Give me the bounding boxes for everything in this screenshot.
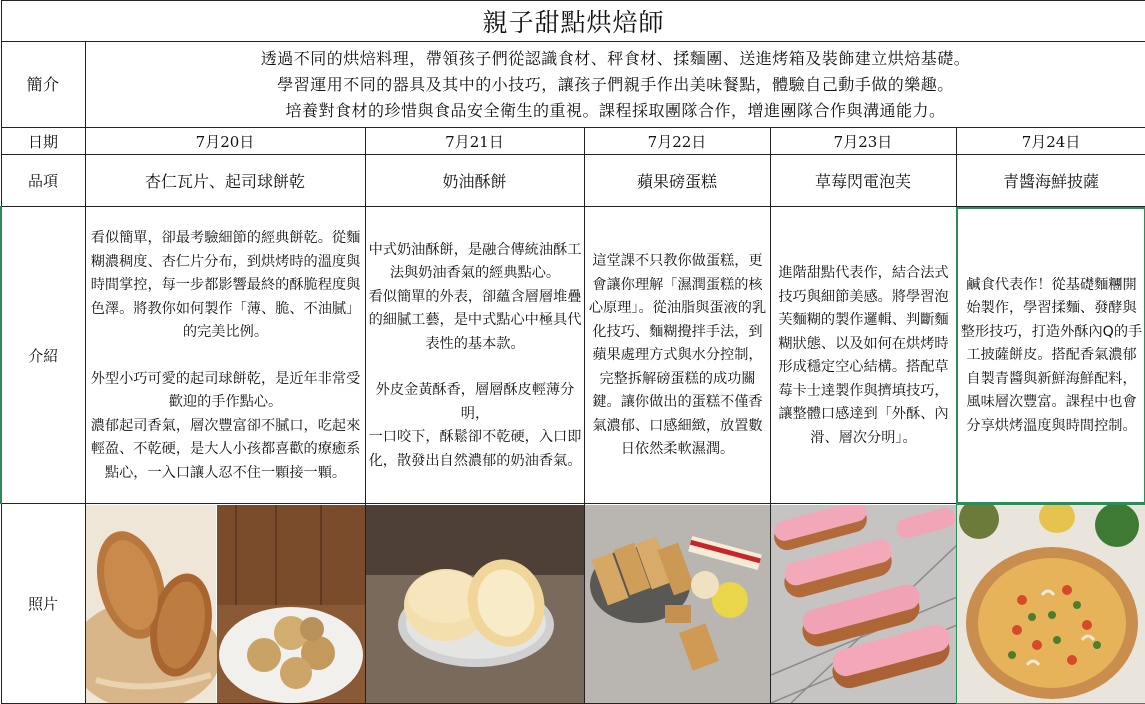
desc-paragraph: 進階甜點代表作，結合法式技巧與細節美感。將學習泡芙麵糊的製作邏輯、判斷麵糊狀態、以及如何在烘烤時形成穩定空心結構。搭配草莓卡士達製作與擠填技巧，讓整體口感達到「外酥、內滑、層次分明」。 [778, 265, 949, 446]
date-cell-0720[interactable]: 7月20日 [85, 128, 365, 155]
item-label[interactable]: 品項 [1, 155, 85, 207]
butter-pastry-photo [366, 505, 584, 703]
photo-pair [86, 505, 365, 703]
item-cell-0724[interactable]: 青醬海鮮披薩 [956, 155, 1145, 207]
desc-paragraph: 鹹食代表作！從基礎麵糰開始製作，學習揉麵、發酵與整形技巧，打造外酥內Q的手工披薩餅皮。搭配香氣濃郁自製青醬與新鮮海鮮配料，風味層次豐富。課程中也會分享烘烤溫度與時間控制。 [960, 276, 1143, 434]
page-title[interactable]: 親子甜點烘焙師 [1, 1, 1145, 42]
intro-label[interactable]: 簡介 [1, 42, 85, 128]
item-cell-0721[interactable]: 奶油酥餅 [365, 155, 584, 207]
apple-pound-cake-photo [585, 505, 770, 703]
intro-line-2: 學習運用不同的器具及其中的小技巧，讓孩子們親手作出美味餐點，體驗自己動手做的樂趣。 [277, 74, 954, 94]
date-label[interactable]: 日期 [1, 128, 85, 155]
intro-line-3: 培養對食材的珍惜與食品安全衛生的重視。課程採取團隊合作，增進團隊合作與溝通能力。 [285, 100, 946, 120]
intro-line-1: 透過不同的烘焙料理，帶領孩子們從認識食材、秤食材、揉麵團、送進烤箱及裝飾建立烘焙基礎。 [260, 48, 971, 68]
photo-cell-0720[interactable] [85, 504, 365, 704]
desc-paragraph: 這堂課不只教你做蛋糕，更會讓你理解「濕潤蛋糕的核心原理」。從油脂與蛋液的乳化技巧、麵糊攪拌手法，到蘋果處理方式與水分控制，完整拆解磅蛋糕的成功關鍵。讓你做出的蛋糕不僅香氣濃郁、口感細緻，放置數日依然柔軟濕潤。 [588, 253, 767, 458]
desc-paragraph: 看似簡單的外表，卻蘊含層層堆疊的細膩工藝，是中式點心中極具代表性的基本款。 [368, 288, 582, 352]
desc-cell-0724[interactable] [956, 207, 1145, 504]
almond-tuiles-photo [86, 505, 221, 703]
date-cell-0724[interactable]: 7月24日 [956, 128, 1145, 155]
desc-label[interactable]: 介紹 [1, 207, 85, 504]
desc-cell-0721[interactable] [365, 207, 584, 504]
desc-paragraph: 外型小巧可愛的起司球餅乾，是近年非常受歡迎的手作點心。 [90, 370, 361, 410]
desc-cell-0722[interactable] [584, 207, 770, 504]
desc-spacer [89, 345, 363, 368]
desc-cell-0723[interactable] [770, 207, 956, 504]
photo-cell-0722[interactable] [584, 504, 770, 704]
strawberry-eclair-photo [771, 505, 956, 703]
desc-paragraph: 中式奶油酥餅，是融合傳統油酥工法與奶油香氣的經典點心。 [368, 241, 582, 282]
item-cell-0722[interactable]: 蘋果磅蛋糕 [584, 155, 770, 207]
date-cell-0723[interactable]: 7月23日 [770, 128, 956, 155]
item-cell-0720[interactable]: 杏仁瓦片、起司球餅乾 [85, 155, 365, 207]
desc-paragraph: 看似簡單，卻最考驗細節的經典餅乾。從麵糊濃稠度、杏仁片分布，到烘烤時的溫度與時間掌控，每一步都影響最終的酥脆程度與色澤。將教你如何製作「薄、脆、不油膩」的完美比例。 [90, 230, 361, 340]
pesto-seafood-pizza-photo [957, 505, 1145, 703]
desc-paragraph: 外皮金黃酥香，層層酥皮輕薄分明， [375, 382, 575, 422]
photo-cell-0724[interactable] [956, 504, 1145, 704]
desc-cell-0720[interactable] [85, 207, 365, 504]
photo-cell-0723[interactable] [770, 504, 956, 704]
desc-spacer [369, 356, 582, 379]
intro-text-cell[interactable] [85, 42, 1145, 128]
desc-paragraph: 濃郁起司香氣，層次豐富卻不膩口，吃起來輕盈、不乾硬，是大人小孩都喜歡的療癒系點心，一入口讓人忍不住一顆接一顆。 [90, 417, 361, 481]
date-cell-0721[interactable]: 7月21日 [365, 128, 584, 155]
desc-paragraph: 一口咬下，酥鬆卻不乾硬，入口即化，散發出自然濃郁的奶油香氣。 [368, 429, 582, 469]
photo-cell-0721[interactable] [365, 504, 584, 704]
item-cell-0723[interactable]: 草莓閃電泡芙 [770, 155, 956, 207]
cheese-ball-cookies-photo [217, 505, 365, 703]
date-cell-0722[interactable]: 7月22日 [584, 128, 770, 155]
photo-label[interactable]: 照片 [1, 504, 85, 704]
